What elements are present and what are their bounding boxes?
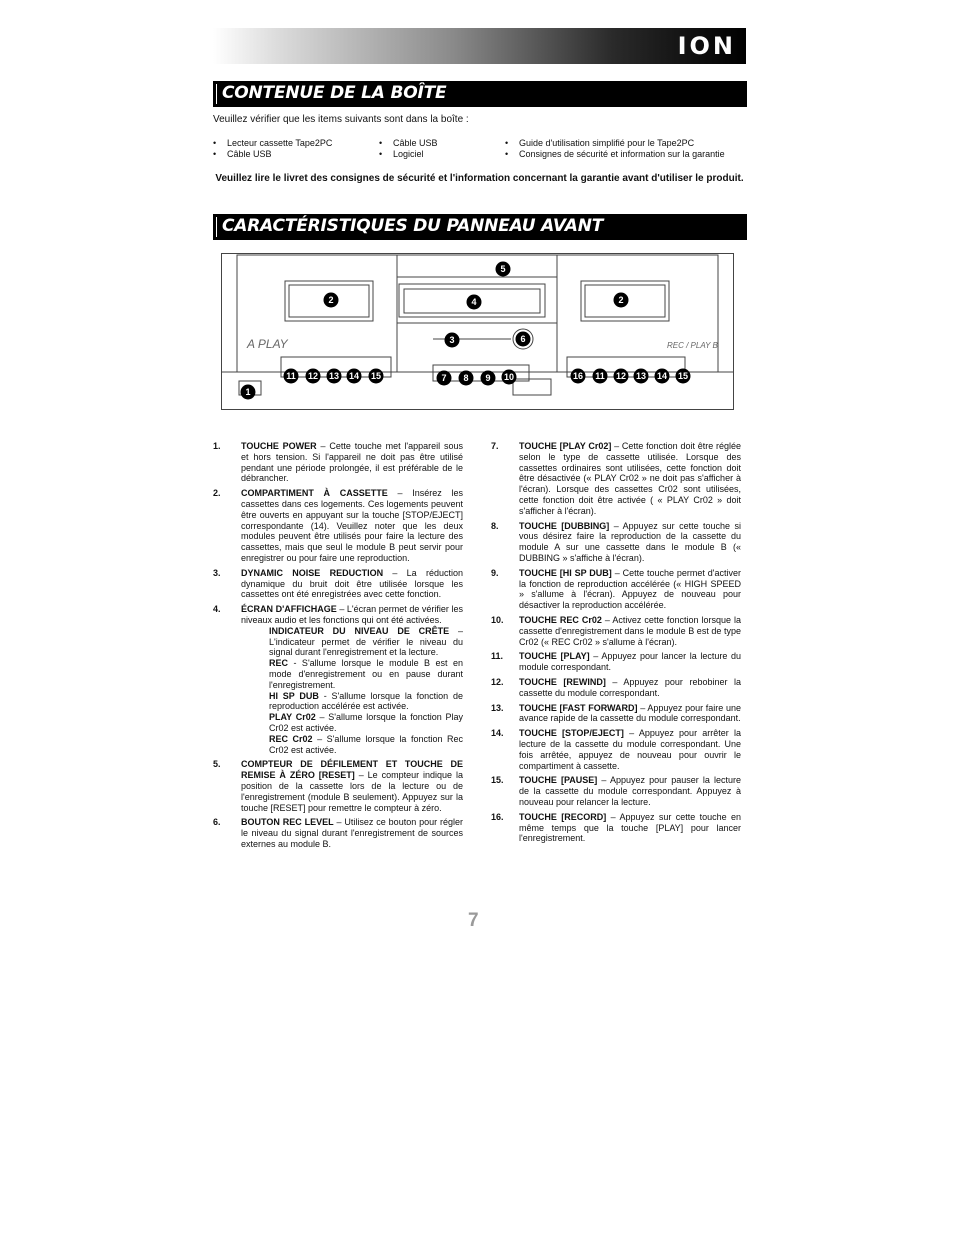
features-left-column (213, 441, 463, 854)
front-panel-diagram (221, 253, 734, 410)
list-item: • Consignes de sécurité et information sur la garantie (505, 149, 725, 160)
ion-logo: ION (677, 32, 736, 60)
feature-item-14: 14. TOUCHE [STOP/EJECT] – Appuyez pour arrêter la lecture de la cassette du module correspondant. Une fois arrêtée, appuyez de nouveau pour ouvrir le compartiment à cassette. (491, 728, 741, 771)
callout-label-4: 4 (471, 297, 477, 308)
display-subitem: PLAY Cr02 – S'allume lorsque la fonction Play Cr02 est activée. (269, 712, 464, 733)
callout-label-2: 2 (328, 295, 334, 306)
feature-item-6: 6. BOUTON REC LEVEL – Utilisez ce bouton pour régler le niveau du signal durant l'enregistrement de sources externes au module B. (213, 817, 464, 849)
feature-item-2: 2. COMPARTIMENT À CASSETTE – Insérez les cassettes dans ces logements. Ces logements peuvent être ouverts en appuyant sur la touche [STOP/EJECT] correspondante (14). Veuillez noter que les deux modules peuvent être utilisés pour faire la lecture des cassettes, mais que seul le module B peut servir pour enregistrer ou pour faire une reproduction. (213, 488, 463, 563)
list-item: • Câble USB (213, 149, 332, 160)
feature-item-11: 11. TOUCHE [PLAY] – Appuyez pour lancer la lecture du module correspondant. (491, 651, 741, 673)
section-title-panel: CARACTÉRISTIQUES DU PANNEAU AVANT (222, 216, 604, 236)
feature-item-15: 15. TOUCHE [PAUSE] – Appuyez pour pauser la lecture de la cassette du module correspondant. Appuyez à nouveau pour relancer la lecture. (491, 775, 741, 807)
callout-label-6: 6 (520, 334, 526, 345)
callout-label-9: 9 (485, 373, 491, 384)
feature-item-5: 5. COMPTEUR DE DÉFILEMENT ET TOUCHE DE REMISE À ZÉRO [RESET] – Le compteur indique la position de la cassette lors de la lecture ou de l'enregistrement (module B seulement). Appuyez sur la touche [RESET] pour remettre le compteur à zéro. (213, 759, 463, 813)
deck-a-label: A PLAY (247, 337, 288, 351)
display-subitem: REC - S'allume lorsque le module B est en mode d'enregistrement ou en pause durant l'enregistrement. (269, 658, 463, 690)
list-item: • Guide d'utilisation simplifié pour le Tape2PC (505, 138, 725, 149)
display-subitem: REC Cr02 – S'allume lorsque la fonction Rec Cr02 est activée. (269, 733, 463, 755)
feature-item-12: 12. TOUCHE [REWIND] – Appuyez pour rebobiner la cassette du module correspondant. (491, 676, 741, 698)
feature-item-8: 8. TOUCHE [DUBBING] – Appuyez sur cette touche si vous désirez faire la reproduction de la cassette du module A sur une cassette dans le module B (« DUBBING » s'affiche à l'écran). (491, 520, 741, 563)
page-number: 7 (468, 910, 479, 931)
display-subitem: INDICATEUR DU NIVEAU DE CRÊTE – L'indicateur permet de vérifier le niveau du signal durant l'enregistrement et la lecture. (269, 625, 463, 658)
intro-text: Veuillez vérifier que les items suivants sont dans la boîte : (213, 114, 469, 125)
callout-label-11: 11 (595, 371, 605, 382)
display-subitem: HI SP DUB - S'allume lorsque la fonction de reproduction accélérée est activée. (269, 690, 463, 712)
callout-label-1: 1 (245, 387, 251, 398)
features-right-column (491, 441, 741, 848)
deck-b-label: REC / PLAY B (667, 341, 718, 350)
feature-item-4: 4. ÉCRAN D'AFFICHAGE – L'écran permet de vérifier les niveaux audio et les fonctions qui ont été activées. INDICATEUR DU NIVEAU DE CRÊTE – L'indicateur permet de vérifier le niveau du signal durant l'enregistrement et la lecture. REC - S'allume lorsque le module B est en mode d'enregistrement ou en pause durant l'enregistrement. HI SP DUB - S'allume lorsque la fonction de reproduction accélérée est activée. PLAY Cr02 – S'allume lorsque la fonction Play Cr02 est activée. REC Cr02 – S'allume lorsque la fonction Rec Cr02 est activée. (213, 604, 464, 755)
callout-label-11: 11 (286, 371, 296, 382)
list-item: • Câble USB (379, 138, 438, 149)
callout-label-15: 15 (370, 371, 382, 382)
feature-item-3: 3. DYNAMIC NOISE REDUCTION – La réduction dynamique du bruit doit être utilisée lorsque les cassettes ont été enregistrées avec cette fonction. (213, 567, 463, 600)
box-list-col1 (213, 138, 332, 160)
list-item: • Logiciel (379, 149, 438, 160)
callout-label-13: 13 (635, 371, 647, 382)
callout-label-12: 12 (615, 371, 627, 382)
callout-label-8: 8 (463, 373, 469, 384)
callout-label-13: 13 (328, 371, 340, 382)
section-header-box (213, 81, 747, 107)
callout-label-15: 15 (677, 371, 689, 382)
feature-item-16: 16. TOUCHE [RECORD] – Appuyez sur cette touche en même temps que la touche [PLAY] pour lancer l'enregistrement. (491, 811, 741, 844)
feature-item-7: 7. TOUCHE [PLAY Cr02] – Cette fonction doit être réglée selon le type de cassette utilisée. Lorsque des cassettes ordinaires sont utilisées, cette fonction doit être désactivée (« PLAY Cr02 » ne doit pas s'afficher à l'écran). Lorsque des cassettes Cr02 sont utilisées, cette fonction doit être activée ( « PLAY Cr02 » doit s'afficher à l'écran). (491, 441, 741, 516)
callout-label-3: 3 (449, 335, 455, 346)
feature-item-1: 1. TOUCHE POWER – Cette touche met l'appareil sous et hors tension. Si l'appareil ne doit pas être utilisé pendant une période prolongée, il est préférable de le débrancher. (213, 441, 464, 484)
callout-label-12: 12 (307, 371, 319, 382)
callout-label-7: 7 (441, 373, 447, 384)
section-header-panel (213, 214, 747, 240)
safety-warning: Veuillez lire le livret des consignes de sécurité et l'information concernant la garantie avant d'utiliser le produit. (215, 173, 744, 184)
feature-item-10: 10. TOUCHE REC Cr02 – Activez cette fonction lorsque la cassette d'enregistrement dans le module B est de type Cr02 (« REC Cr02 » s'allume à l'écran). (491, 614, 741, 647)
list-item: • Lecteur cassette Tape2PC (213, 138, 332, 149)
callout-label-14: 14 (348, 371, 360, 382)
box-list-col2 (379, 138, 438, 160)
box-list-col3 (505, 138, 725, 160)
callout-label-5: 5 (500, 264, 506, 275)
callout-label-2: 2 (618, 295, 624, 306)
feature-item-13: 13. TOUCHE [FAST FORWARD] – Appuyez pour faire une avance rapide de la cassette du module correspondant. (491, 702, 741, 724)
feature-item-9: 9. TOUCHE [HI SP DUB] – Cette touche permet d'activer la fonction de reproduction accélérée (« HIGH SPEED » s'allume à l'écran). Appuyez de nouveau pour désactiver la reproduction accélérée. (491, 567, 741, 611)
header-bar (213, 28, 746, 64)
callout-label-14: 14 (656, 371, 668, 382)
callout-label-10: 10 (503, 372, 515, 383)
callout-label-16: 16 (572, 371, 584, 382)
section-title-box: CONTENUE DE LA BOÎTE (222, 83, 447, 103)
